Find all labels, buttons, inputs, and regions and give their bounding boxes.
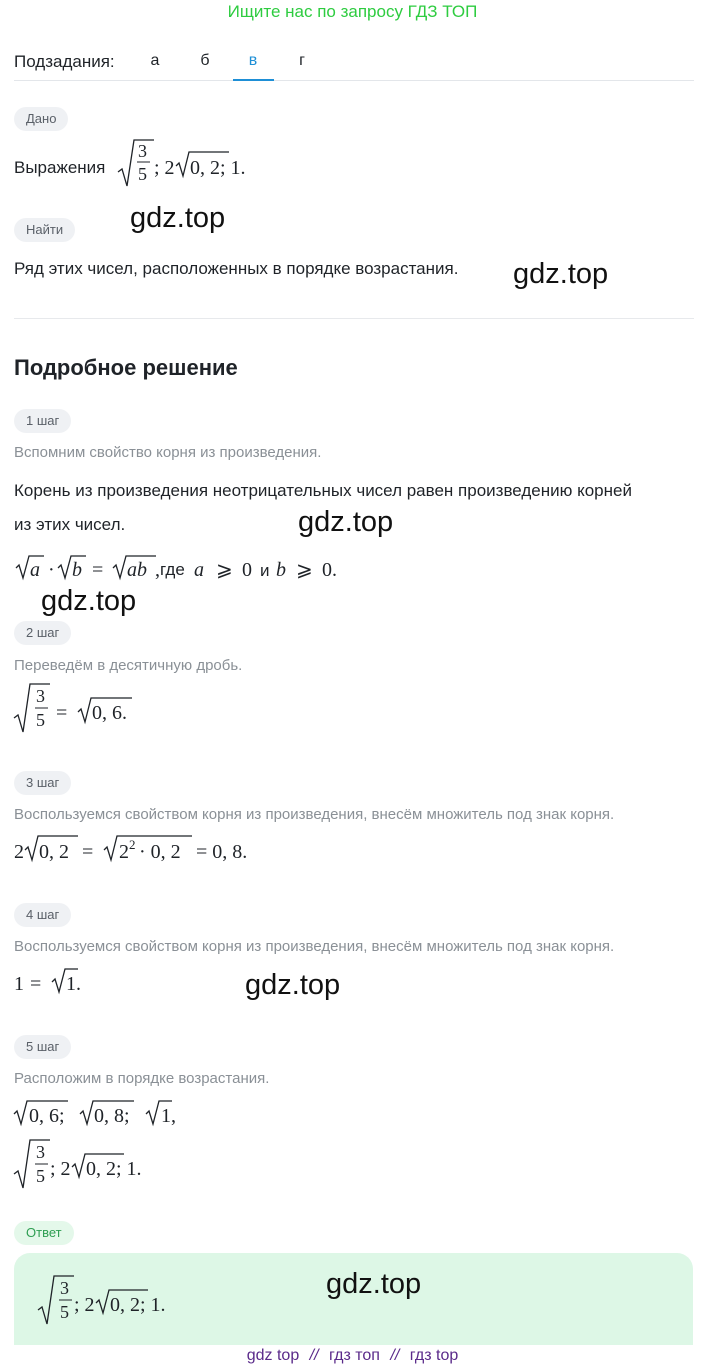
svg-text:0, 8;: 0, 8; [94,1105,130,1127]
step-1-text-line2: из этих чисел. [14,515,126,534]
tab-v[interactable]: в [248,52,258,69]
svg-text:=: = [92,559,104,581]
tab-a[interactable]: а [150,52,160,69]
tab-b[interactable]: б [200,52,210,69]
svg-text:5: 5 [36,710,45,730]
footer-links [0,1347,705,1365]
step-1-conditions [190,552,350,584]
svg-text:5: 5 [60,1302,69,1322]
step-1-hint: Вспомним свойство корня из произведения. [14,444,322,461]
answer-chip: Ответ [14,1221,74,1245]
given-text: Выражения [14,158,106,177]
step-2-hint: Переведём в десятичную дробь. [14,657,243,674]
step-5-hint: Расположим в порядке возрастания. [14,1070,270,1087]
svg-text:=: = [56,702,68,724]
svg-text:1: 1 [14,973,24,995]
watermark: gdz.top [513,258,609,290]
step-5-formula-1 [12,1098,202,1130]
svg-text:ab: ab [127,559,147,581]
tab-g[interactable]: г [299,52,305,69]
step-5-formula-2 [12,1138,162,1194]
svg-text:; 2: ; 2 [50,1158,71,1180]
step-2-formula [12,682,152,738]
subtasks-label: Подзадания: [14,52,115,71]
svg-text:2: 2 [119,841,129,863]
watermark: gdz.top [130,202,226,234]
step-3-hint: Воспользуемся свойством корня из произведения, внесём множитель под знак корня. [14,806,615,823]
footer-separator: // [309,1347,319,1364]
section-divider [14,318,694,319]
svg-text:0, 2; 1.: 0, 2; 1. [190,157,246,179]
svg-text:· 0, 2: · 0, 2 [139,841,181,863]
footer-link-gdz-top-mixed[interactable]: гдз top [409,1347,459,1364]
svg-text:·: · [48,559,55,581]
svg-text:3: 3 [36,1142,45,1162]
svg-text:2: 2 [129,837,136,852]
watermark: gdz.top [41,585,137,617]
step-1-text-line1: Корень из произведения неотрицательных чисел равен произведению корней [14,481,632,500]
watermark: gdz.top [245,969,341,1001]
step-4-formula [12,966,112,998]
svg-text:3: 3 [60,1278,69,1298]
watermark: gdz.top [298,506,394,538]
svg-text:⩾: ⩾ [296,559,313,581]
svg-text:,: , [155,559,160,581]
svg-text:=: = [82,841,94,863]
step-1-chip: 1 шаг [14,409,71,433]
svg-text:0: 0 [242,559,252,581]
svg-text:0.: 0. [322,559,337,581]
given-expression [116,138,256,192]
svg-text:b: b [72,559,82,581]
step-3-formula [12,832,272,866]
step-1-where: где [160,560,185,579]
find-chip: Найти [14,218,75,242]
svg-text:1,: 1, [161,1105,176,1127]
svg-text:⩾: ⩾ [216,559,233,581]
svg-text:3: 3 [36,686,45,706]
svg-text:; 2: ; 2 [74,1294,95,1316]
svg-text:= 0, 8.: = 0, 8. [196,841,248,863]
svg-text:a: a [194,559,204,581]
svg-text:0, 2: 0, 2 [39,841,69,863]
svg-text:5: 5 [36,1166,45,1186]
svg-text:0, 2; 1.: 0, 2; 1. [86,1158,142,1180]
find-text: Ряд этих чисел, расположенных в порядке возрастания. [14,259,459,278]
footer-link-gdz-top-ru[interactable]: гдз топ [329,1347,380,1364]
step-4-chip: 4 шаг [14,903,71,927]
svg-text:a: a [30,559,40,581]
footer-link-gdz-top[interactable]: gdz top [246,1347,300,1364]
step-4-hint: Воспользуемся свойством корня из произведения, внесём множитель под знак корня. [14,938,615,955]
svg-text:5: 5 [138,164,147,184]
svg-text:b: b [276,559,286,581]
svg-text:=: = [30,973,42,995]
svg-text:1.: 1. [66,973,81,995]
search-banner: Ищите нас по запросу ГДЗ ТОП [227,2,478,21]
watermark: gdz.top [326,1268,422,1300]
svg-text:0, 6;: 0, 6; [29,1105,65,1127]
svg-text:0, 2; 1.: 0, 2; 1. [110,1294,166,1316]
answer-formula [36,1274,186,1330]
svg-text:и: и [260,561,270,580]
given-chip: Дано [14,107,68,131]
step-3-chip: 3 шаг [14,771,71,795]
active-tab-indicator [233,79,274,81]
footer-separator: // [390,1347,400,1364]
tabs-divider [14,80,694,81]
step-2-chip: 2 шаг [14,621,71,645]
svg-text:2: 2 [14,841,24,863]
svg-text:; 2: ; 2 [154,157,175,179]
svg-text:0, 6.: 0, 6. [92,702,127,724]
svg-text:3: 3 [138,141,147,161]
solution-title: Подробное решение [14,355,238,380]
step-5-chip: 5 шаг [14,1035,71,1059]
